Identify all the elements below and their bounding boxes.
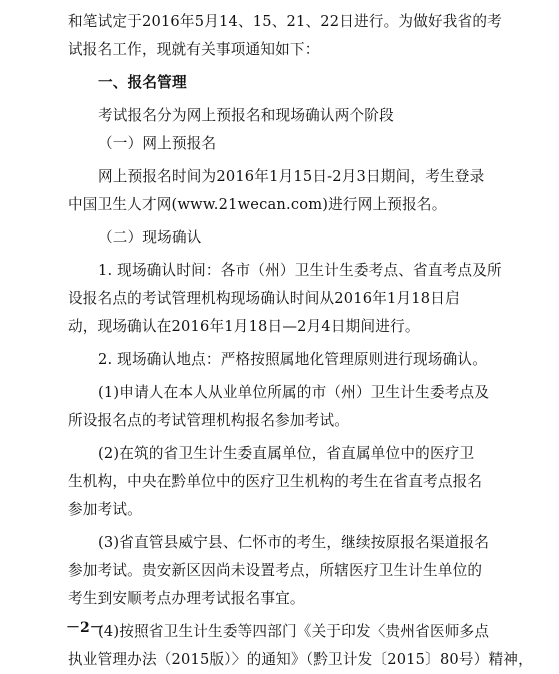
paragraph-line: (3)省直管县威宁县、仁怀市的考生，继续按原报名渠道报名 [98,534,490,551]
page-number: －2－ [66,620,104,636]
paragraph-line: 所设报名点的考试管理机构报名参加考试。 [68,412,350,429]
paragraph-line: 设报名点的考试管理机构现场确认时间从2016年1月18日启 [68,290,460,307]
paragraph-line: 执业管理办法（2015版）〉的通知》（黔卫计发〔2015〕80号）精神， [68,651,533,668]
document-body [68,8,533,674]
paragraph-line: 参加考试。 [68,501,142,518]
paragraph-line: 动，现场确认在2016年1月18日—2月4日期间进行。 [68,318,420,335]
subsection-heading: （二）现场确认 [98,229,202,246]
paragraph-line: (2)在筑的省卫生计生委直属单位，省直属单位中的医疗卫 [98,445,475,462]
paragraph-line: 参加考试。贵安新区因尚未设置考点，所辖医疗卫生计生单位的 [68,562,483,579]
subsection-heading: （一）网上预报名 [98,135,217,152]
paragraph-line: 2. 现场确认地点：严格按照属地化管理原则进行现场确认。 [98,351,488,368]
paragraph-line: 考生到安顺考点办理考试报名事宜。 [68,590,305,607]
paragraph-line: 1. 现场确认时间：各市（州）卫生计生委考点、省直考点及所 [98,262,502,279]
paragraph-line: 考试报名分为网上预报名和现场确认两个阶段 [98,107,394,124]
paragraph-line: (1)申请人在本人从业单位所属的市（州）卫生计生委考点及 [98,384,490,401]
paragraph-line: 和笔试定于2016年5月14、15、21、22日进行。为做好我省的考 [68,13,502,30]
paragraph-line: (4)按照省卫生计生委等四部门《关于印发〈贵州省医师多点 [98,623,490,640]
paragraph-line: 试报名工作，现就有关事项通知如下： [68,41,320,58]
section-heading: 一、报名管理 [98,74,187,91]
paragraph-line: 网上预报名时间为2016年1月15日-2月3日期间，考生登录 [98,168,485,185]
paragraph-line: 中国卫生人才网(www.21wecan.com)进行网上预报名。 [68,196,447,213]
paragraph-line: 生机构，中央在黔单位中的医疗卫生机构的考生在省直考点报名 [68,473,483,490]
